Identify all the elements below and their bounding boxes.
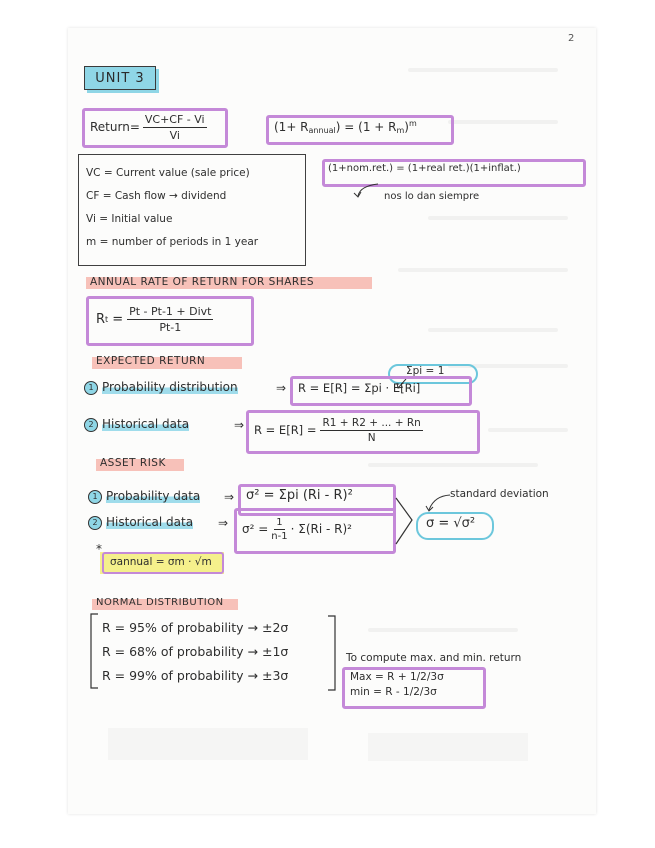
bleed-through	[368, 463, 538, 467]
annual-rate-numerator: Pt - Pt-1 + Divt	[129, 304, 212, 318]
normal-line-95: R = 95% of probability → ±2σ	[102, 620, 289, 635]
number-two-icon: 2	[88, 516, 102, 530]
unit-title	[84, 66, 156, 90]
min-formula: min = R - 1/2/3σ	[350, 686, 437, 698]
annual-rate-equals: =	[112, 311, 124, 327]
expected-item-1-label: Probability distribution	[102, 380, 238, 394]
risk-item-2-frac-den: n-1	[271, 530, 288, 542]
max-min-formulas	[350, 670, 444, 700]
annual-formula-exponent: m	[408, 119, 417, 128]
risk-item-2-lhs: σ² =	[242, 522, 269, 536]
compute-note: To compute max. and min. return	[346, 652, 522, 664]
bleed-through	[488, 428, 568, 432]
definition-vc: VC = Current value (sale price)	[86, 167, 250, 179]
annual-formula-left: (1+ R	[274, 120, 309, 134]
definition-vi: Vi = Initial value	[86, 213, 173, 225]
risk-item-2-formula	[242, 512, 352, 546]
return-formula	[90, 112, 207, 142]
implies-arrow-icon: ⇒	[224, 490, 235, 504]
bleed-through	[408, 68, 558, 72]
annual-formula-right-sub: m	[396, 126, 405, 135]
sum-note: Σpi = 1	[406, 365, 445, 377]
right-bracket-icon	[326, 614, 338, 692]
page-number: 2	[568, 33, 575, 44]
annual-sigma-formula: σannual = σm · √m	[110, 556, 212, 568]
number-two-icon: 2	[84, 418, 98, 432]
bleed-through	[448, 120, 558, 124]
normal-dist-lines	[102, 616, 288, 688]
expected-item-1-formula: R = E[R] = Σpi · E[Ri]	[298, 381, 421, 395]
risk-item-2-frac-num: 1	[276, 516, 283, 528]
annual-formula-left-sub: annual	[308, 126, 336, 135]
risk-item-1-formula: σ² = Σpi (Ri - R)²	[246, 488, 353, 503]
normal-line-68: R = 68% of probability → ±1σ	[102, 644, 289, 659]
asset-risk-heading: ASSET RISK	[100, 457, 166, 469]
annual-formula	[274, 119, 417, 135]
definition-cf: CF = Cash flow → dividend	[86, 190, 227, 202]
number-one-icon: 1	[88, 490, 102, 504]
expected-return-heading: EXPECTED RETURN	[96, 355, 206, 367]
star-mark: *	[96, 542, 102, 556]
std-arrow-icon	[424, 492, 454, 514]
annual-rate-formula	[96, 300, 213, 338]
implies-arrow-icon: ⇒	[276, 381, 287, 395]
expected-item-2-lhs: R = E[R] =	[254, 423, 317, 437]
implies-arrow-icon: ⇒	[218, 516, 229, 530]
bleed-through	[428, 216, 568, 220]
expected-item-2-label: Historical data	[102, 417, 190, 431]
expected-item-2-fraction	[320, 417, 422, 444]
std-formula: σ = √σ²	[426, 516, 476, 531]
annual-rate-denominator: Pt-1	[159, 320, 182, 334]
expected-item-2-formula	[254, 413, 423, 447]
notebook-page	[68, 28, 596, 814]
left-bracket-icon	[88, 612, 100, 690]
expected-item-2-numerator: R1 + R2 + ... + Rn	[322, 416, 421, 429]
risk-item-2	[88, 515, 193, 530]
note-arrow-icon	[352, 182, 382, 200]
expected-item-1	[84, 380, 238, 395]
bleed-through	[108, 728, 308, 760]
unit-title-text: UNIT 3	[95, 70, 145, 86]
bleed-through	[398, 268, 568, 272]
risk-item-2-rhs: · Σ(Ri - R)²	[290, 522, 352, 536]
normal-dist-heading: NORMAL DISTRIBUTION	[96, 597, 224, 608]
annual-rate-fraction	[127, 305, 213, 334]
return-label: Return=	[90, 120, 140, 134]
nominal-formula: (1+nom.ret.) = (1+real ret.)(1+inflat.)	[328, 163, 521, 174]
risk-item-1-label: Probability data	[106, 489, 201, 503]
number-one-icon: 1	[84, 381, 98, 395]
expected-item-2-denominator: N	[367, 431, 376, 444]
annual-rate-lhs: R	[96, 311, 106, 327]
risk-item-2-fraction	[271, 517, 287, 542]
merge-brace-icon	[394, 496, 416, 548]
annual-formula-middle: ) = (1 + R	[335, 120, 397, 134]
definitions-list	[86, 162, 258, 254]
risk-item-1	[88, 489, 200, 504]
bleed-through	[428, 328, 558, 332]
expected-item-2	[84, 417, 189, 432]
bleed-through	[368, 628, 518, 632]
return-denominator: Vi	[169, 128, 180, 142]
implies-arrow-icon: ⇒	[234, 418, 245, 432]
annual-rate-lhs-sub: t	[105, 314, 109, 324]
nominal-note: nos lo dan siempre	[384, 191, 480, 202]
risk-item-2-label: Historical data	[106, 515, 194, 529]
return-numerator: VC+CF - Vi	[144, 112, 205, 126]
return-fraction	[143, 113, 207, 142]
definition-m: m = number of periods in 1 year	[86, 236, 259, 248]
bleed-through	[368, 733, 528, 761]
std-label: standard deviation	[450, 488, 549, 500]
max-formula: Max = R + 1/2/3σ	[350, 671, 444, 683]
normal-line-99: R = 99% of probability → ±3σ	[102, 668, 289, 683]
annual-formula-right: )	[404, 120, 409, 134]
annual-rate-heading: ANNUAL RATE OF RETURN FOR SHARES	[90, 276, 315, 288]
